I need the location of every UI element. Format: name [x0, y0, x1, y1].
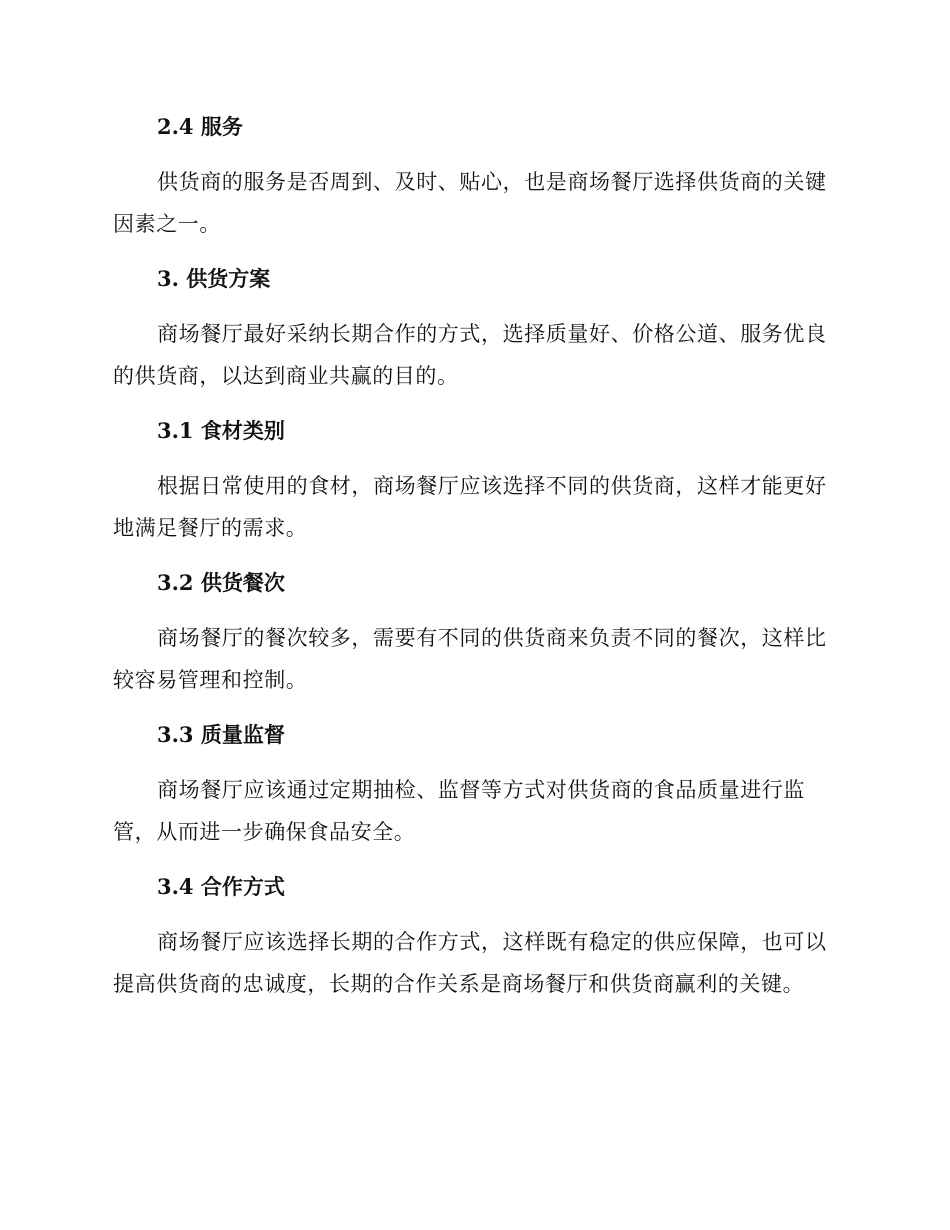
section-body-3-3: 商场餐厅应该通过定期抽检、监督等方式对供货商的食品质量进行监管，从而进一步确保食品安全。 [113, 778, 805, 844]
section-body-3-1: 根据日常使用的食材，商场餐厅应该选择不同的供货商，这样才能更好地满足餐厅的需求。 [113, 474, 827, 540]
section-body-2-4: 供货商的服务是否周到、及时、贴心，也是商场餐厅选择供货商的关键因素之一。 [113, 170, 827, 236]
section-heading-3-4: 3.4 合作方式 [157, 874, 285, 899]
section-heading-3: 3. 供货方案 [157, 266, 271, 291]
section-heading-3-1: 3.1 食材类别 [157, 418, 285, 443]
section-heading-3-2: 3.2 供货餐次 [157, 570, 285, 595]
section-heading-3-3: 3.3 质量监督 [157, 722, 285, 747]
section-body-3-4: 商场餐厅应该选择长期的合作方式，这样既有稳定的供应保障，也可以提高供货商的忠诚度，长期的合作关系是商场餐厅和供货商赢利的关键。 [113, 930, 827, 996]
section-heading-2-4: 2.4 服务 [157, 114, 243, 139]
section-body-3-2: 商场餐厅的餐次较多，需要有不同的供货商来负责不同的餐次，这样比较容易管理和控制。 [113, 626, 827, 692]
section-body-3: 商场餐厅最好采纳长期合作的方式，选择质量好、价格公道、服务优良的供货商，以达到商业共赢的目的。 [113, 322, 827, 388]
